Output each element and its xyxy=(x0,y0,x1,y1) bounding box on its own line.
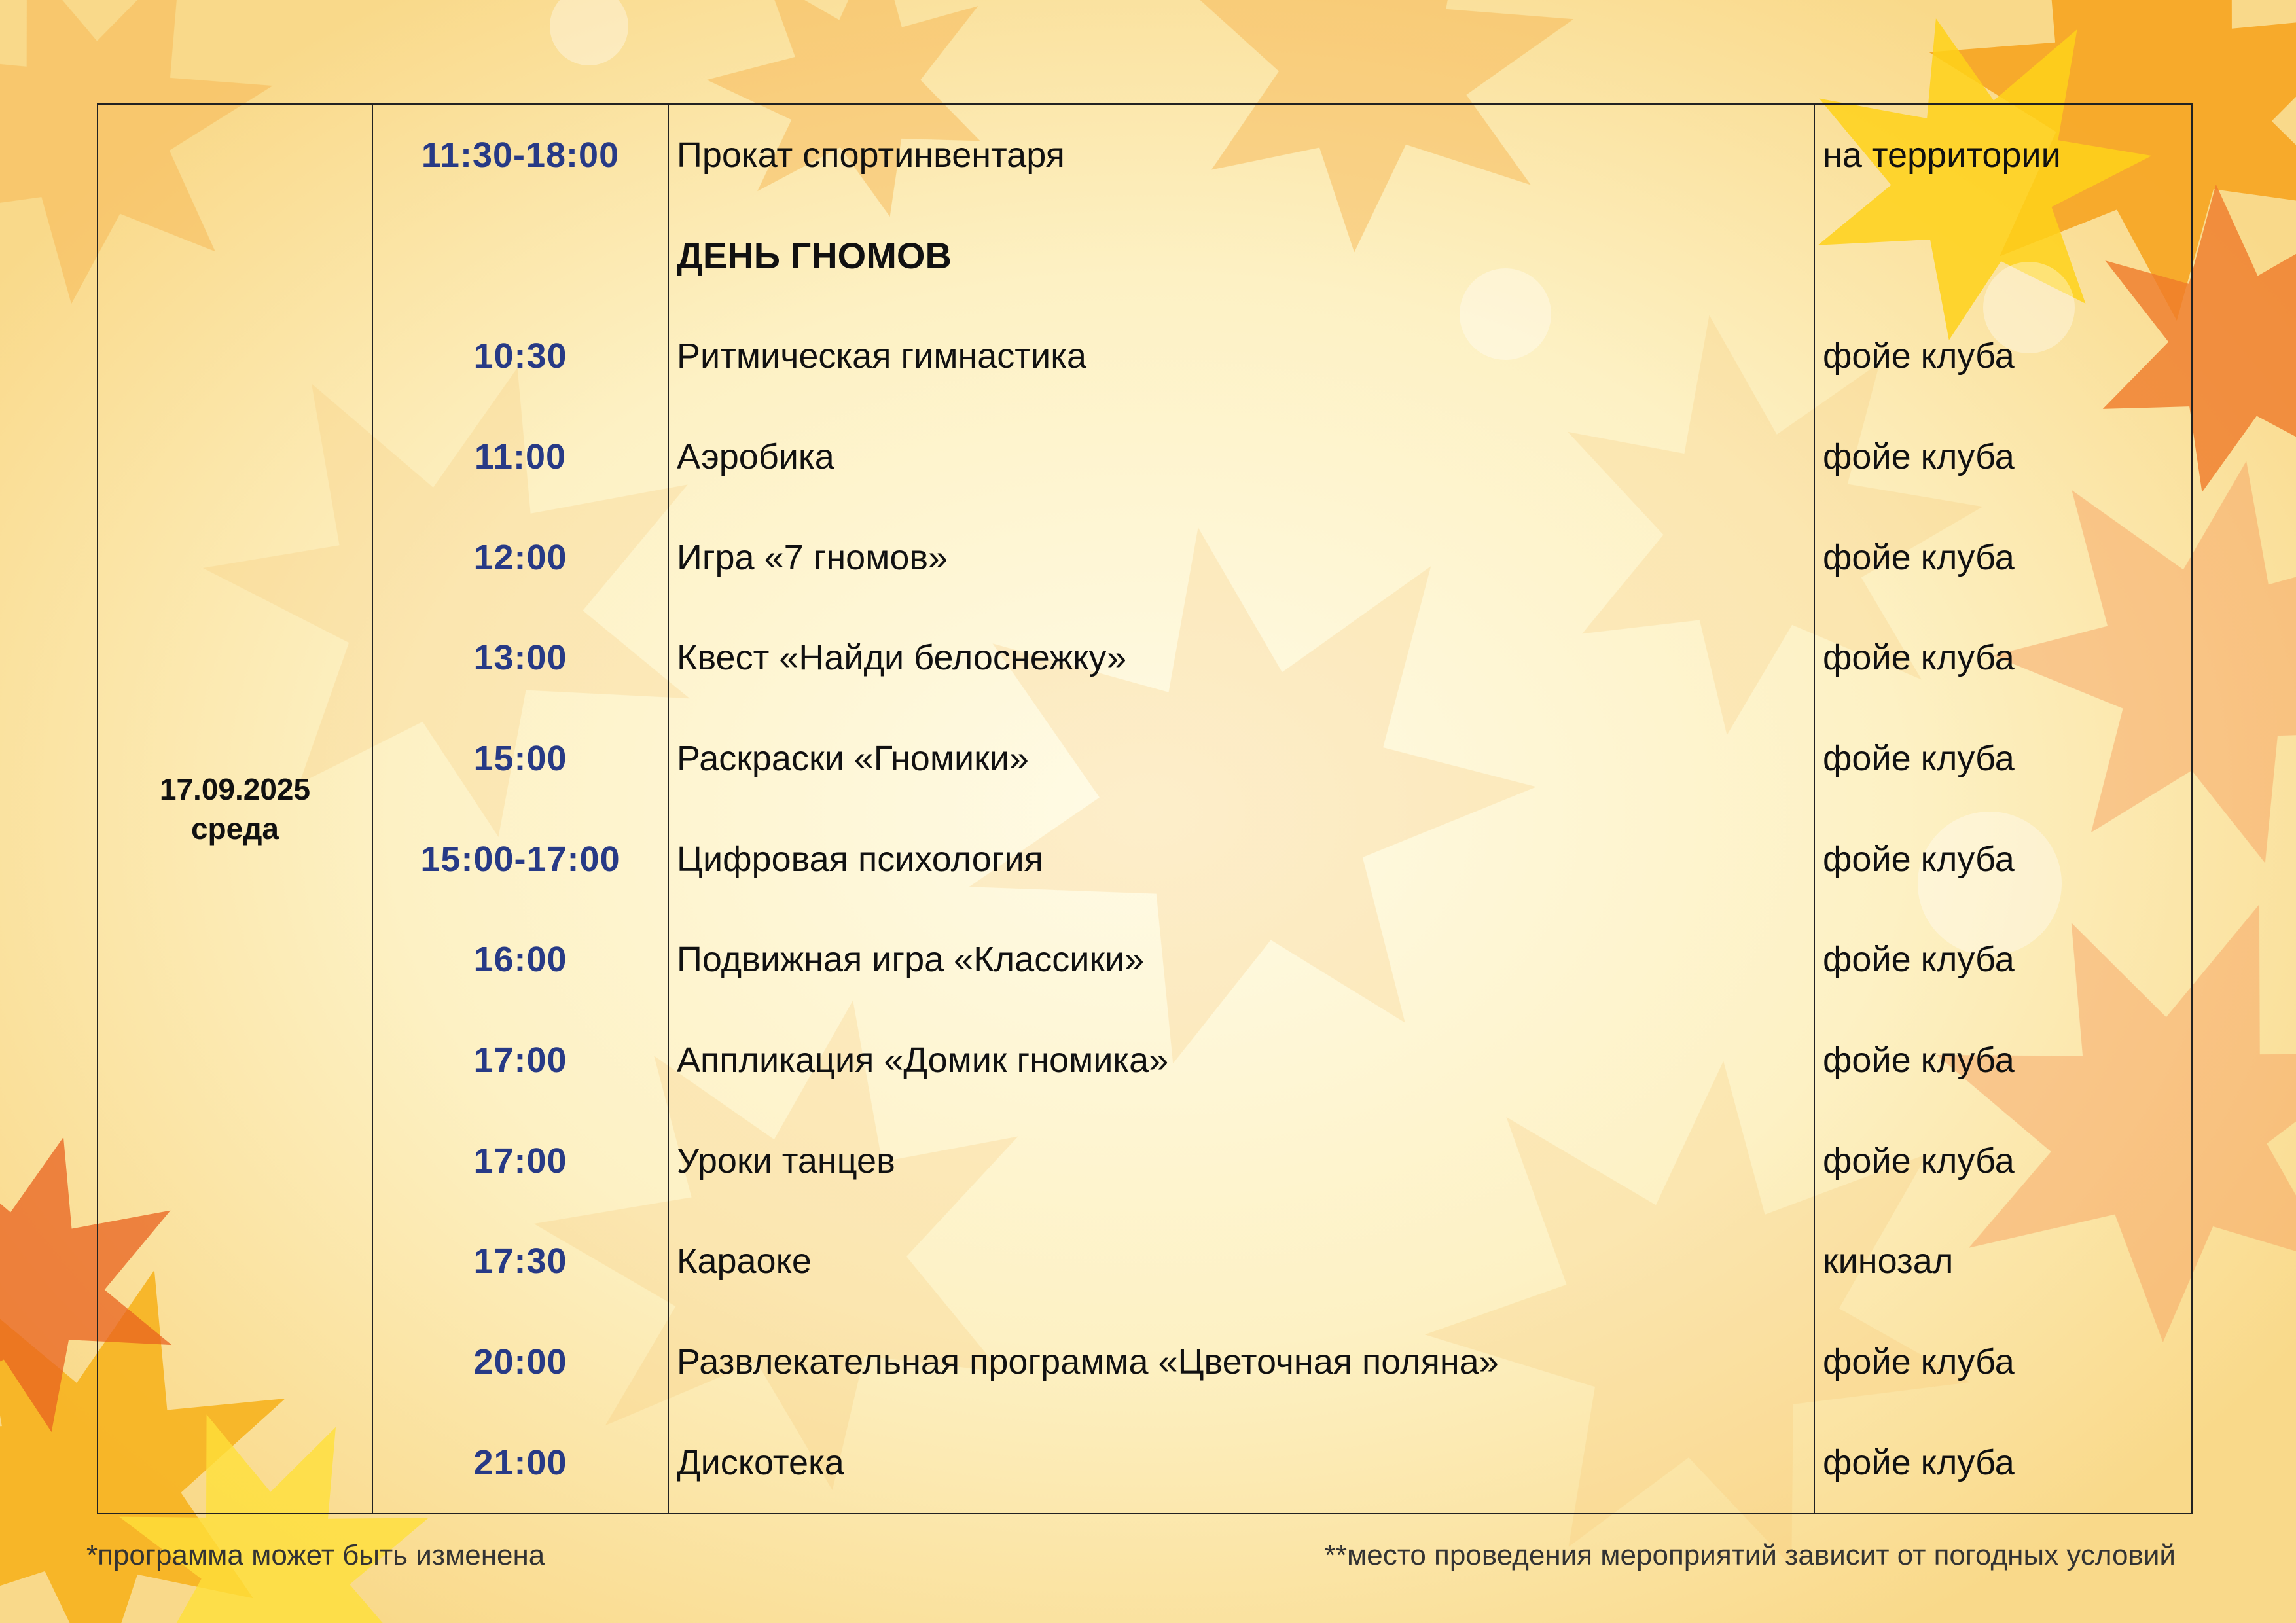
event-place: фойе клуба xyxy=(1823,336,2015,376)
time-value: 11:00 xyxy=(474,437,567,476)
time-value: 21:00 xyxy=(473,1442,567,1482)
schedule-table xyxy=(97,103,2193,1514)
weather-note: **место проведения мероприятий зависит от погодных условий xyxy=(1324,1539,2176,1571)
event-place: фойе клуба xyxy=(1823,738,2015,778)
event-place: фойе клуба xyxy=(1823,940,2015,980)
event-place: фойе клуба xyxy=(1823,1442,2015,1482)
event-name: Квест «Найди белоснежку» xyxy=(677,638,1127,678)
event-name: Цифровая психология xyxy=(677,839,1043,879)
section-heading: ДЕНЬ ГНОМОВ xyxy=(677,235,952,277)
event-name: Аппликация «Домик гномика» xyxy=(677,1041,1169,1080)
event-place: фойе клуба xyxy=(1823,1141,2015,1181)
event-name: Прокат спортинвентаря xyxy=(677,135,1065,175)
date-value: 17.09.2025 xyxy=(159,772,311,806)
time-value: 17:30 xyxy=(473,1241,567,1281)
event-name: Игра «7 гномов» xyxy=(677,537,948,577)
event-place: фойе клуба xyxy=(1823,1041,2015,1080)
event-name: Развлекательная программа «Цветочная поляна» xyxy=(677,1342,1499,1382)
event-place: фойе клуба xyxy=(1823,1342,2015,1382)
event-column xyxy=(668,104,1814,1514)
time-value xyxy=(373,205,668,306)
event-name: Ритмическая гимнастика xyxy=(677,336,1087,376)
time-value: 10:30 xyxy=(473,336,567,376)
time-value: 16:00 xyxy=(473,940,567,980)
event-place xyxy=(1815,205,2191,306)
event-place: фойе клуба xyxy=(1823,437,2015,476)
event-place: фойе клуба xyxy=(1823,839,2015,879)
event-place: кинозал xyxy=(1823,1241,1954,1281)
event-name: Подвижная игра «Классики» xyxy=(677,940,1145,980)
event-name: Караоке xyxy=(677,1241,812,1281)
program-change-note: *программа может быть изменена xyxy=(86,1539,545,1571)
event-name: Аэробика xyxy=(677,437,834,476)
time-value: 15:00 xyxy=(473,738,567,778)
event-place: фойе клуба xyxy=(1823,537,2015,577)
time-column xyxy=(372,104,668,1514)
time-value: 11:30-18:00 xyxy=(421,135,620,175)
date-cell xyxy=(98,104,372,1514)
event-place: фойе клуба xyxy=(1823,638,2015,678)
time-value: 13:00 xyxy=(473,638,567,678)
time-value: 17:00 xyxy=(473,1141,567,1181)
event-place: на территории xyxy=(1823,135,2061,175)
event-name: Дискотека xyxy=(677,1442,844,1482)
event-name: Раскраски «Гномики» xyxy=(677,738,1029,778)
time-value: 17:00 xyxy=(473,1041,567,1080)
event-name: Уроки танцев xyxy=(677,1141,895,1181)
place-column xyxy=(1814,104,2192,1514)
time-value: 20:00 xyxy=(473,1342,567,1382)
time-value: 12:00 xyxy=(473,537,567,577)
time-value: 15:00-17:00 xyxy=(420,839,620,879)
weekday-value: среда xyxy=(190,811,279,846)
